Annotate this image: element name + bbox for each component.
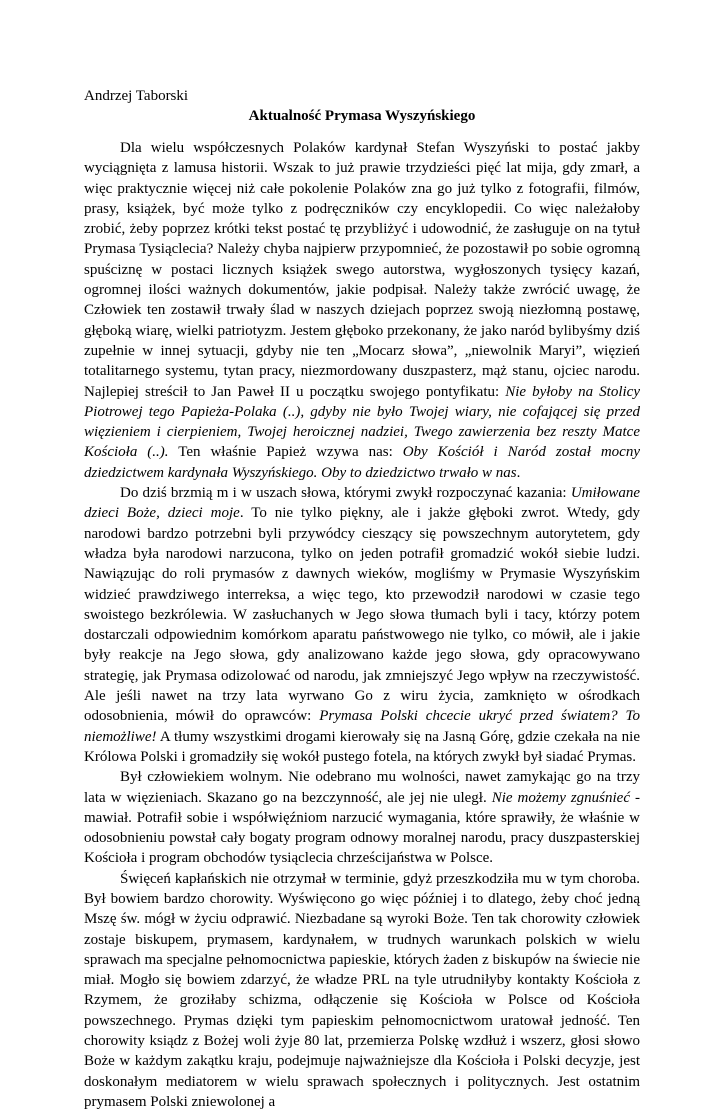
paragraph xyxy=(84,767,640,868)
paragraph xyxy=(84,869,640,1112)
text-run: Święceń kapłańskich nie otrzymał w terminie, gdyż przeszkodziła mu w tym choroba. Był bowiem bardzo chorowity. Wyświęcono go więc później i to dlatego, żeby choć jedną Mszę św. mógł w życiu odprawić. Niezbadane są wyroki Boże. Ten tak chorowity człowiek zostaje biskupem, prymasem, kardynałem, w trudnych warunkach polskich w wielu sprawach ma specjalne pełnomocnictwa papieskie, których żaden z biskupów na świecie nie miał. Mogło się bowiem zdarzyć, że władze PRL na tyle utrudniłyby kontakty Kościoła z Rzymem, że groziłaby schizma, odłączenie się Kościoła w Polsce od Kościoła powszechnego. Prymas dzięki tym papieskim pełnomocnictwom uratował jedność. Ten chorowity ksiądz z Bożej woli żyje 80 lat, przemierza Polskę wzdłuż i wszerz, głosi słowo Boże w każdym zakątku kraju, podejmuje najważniejsze dla Kościoła i Polski decyzje, jest doskonałym mediatorem w wielu sprawach społecznych i politycznych. Jest ostatnim prymasem Polski zniewolonej a xyxy=(84,870,640,1110)
italic-text-run: Oby Kościół i Naród został mocny dziedzictwem kardynała Wyszyńskiego. Oby to dziedzictwo trwało w nas xyxy=(84,444,640,481)
text-run: Był człowiekiem wolnym. Nie odebrano mu wolności, nawet zamykając go na trzy lata w więzieniach. Skazano go na bezczynność, ale jej nie uległ. xyxy=(84,769,640,806)
italic-text-run: Nie możemy zgnuśnieć xyxy=(491,789,630,806)
text-run: Ten właśnie Papież wzywa nas: xyxy=(168,444,403,461)
text-run: A tłumy wszystkimi drogami kierowały się na Jasną Górę, gdzie czekała na nie Królowa Polski i gromadziły się wokół pustego fotela, na których zwykł był siadać Prymas. xyxy=(84,728,640,765)
text-run: . xyxy=(516,464,521,481)
italic-text-run: Nie byłoby na Stolicy Piotrowej tego Papieża-Polaka (..), gdyby nie było Twojej wiary, nie cofającej się przed więzieniem i cierpieniem, Twojej heroicznej nadziei, Twego zawierzenia bez reszty Matce Kościoła (..). xyxy=(84,383,640,461)
document-title: Aktualność Prymasa Wyszyńskiego xyxy=(248,108,476,124)
text-run: . To nie tylko piękny, ale i jakże głęboki zwrot. Wtedy, gdy narodowi bardzo potrzebni byli przywódcy cieszący się powszechnym autorytetem, gdy władza była narodowi narzucona, tylko on jeden potrafił gromadzić wokół siebie ludzi. Nawiązując do roli prymasów z dawnych wieków, mogliśmy w Prymasie Wyszyńskim widzieć prawdziwego interreksa, a więc tego, kto przewodził narodowi w czasie tego swoistego bezkrólewia. W zasłuchanych w Jego słowa tłumach byli i tacy, którzy potem dostarczali odpowiednim komórkom aparatu państwowego nie tylko, co mówił, ale i jakie były reakcje na Jego słowa, gdy analizowano każde jego słowa, gdy opracowywano strategię, jak Prymasa odizolować od narodu, jak zmniejszyć Jego wpływ na rzeczywistość. Ale jeśli nawet na trzy lata wyrwano Go z wiru życia, zamknięto w ośrodkach odosobnienia, mówił do oprawców: xyxy=(84,505,640,725)
text-run: - mawiał. Potrafił sobie i współwięźniom narzucić wymagania, które sprawiły, że właśnie w odosobnieniu powstał cały bogaty program odnowy moralnej narodu, pracy duszpasterskiej Kościoła i program obchodów tysiąclecia chrześcijaństwa w Polsce. xyxy=(84,789,640,867)
document-body xyxy=(84,138,640,1112)
italic-text-run: Prymasa Polski chcecie ukryć przed światem? To niemożliwe! xyxy=(84,708,641,745)
italic-text-run: Umiłowane dzieci Boże, dzieci moje xyxy=(84,485,640,522)
text-run: Do dziś brzmią m i w uszach słowa, którymi zwykł rozpoczynać kazania: xyxy=(120,485,571,502)
paragraph xyxy=(84,483,640,767)
author-name: Andrzej Taborski xyxy=(84,88,189,104)
paragraph xyxy=(84,138,640,483)
text-run: Dla wielu współczesnych Polaków kardynał Stefan Wyszyński to postać jakby wyciągnięta z lamusa historii. Wszak to już prawie trzydzieści pięć lat mija, gdy zmarł, a więc praktycznie więcej niż całe pokolenie Polaków zna go już tylko z fotografii, filmów, prasy, książek, być może tylko z podręczników czy encyklopedii. Co więc należałoby zrobić, żeby poprzez krótki tekst postać tę przybliżyć i udowodnić, że zasługuje on na tytuł Prymasa Tysiąclecia? Należy chyba najpierw przypomnieć, że pozostawił po sobie ogromną spuściznę w postaci licznych książek swego autorstwa, wygłoszonych tysięcy kazań, ogromnej ilości ważnych dokumentów, jakie podpisał. Należy także zwrócić uwagę, że Człowiek ten zostawił trwały ślad w naszych dziejach poprzez swoją niezłomną postawę, głęboką wiarę, wielki patriotyzm. Jestem głęboko przekonany, że jako naród bylibyśmy dziś zupełnie w innej sytuacji, gdyby nie ten „Mocarz słowa”, „niewolnik Maryi”, więzień totalitarnego systemu, tytan pracy, niezmordowany duszpasterz, mąż stanu, ojciec narodu. Najlepiej streścił to Jan Paweł II u początku swojego pontyfikatu: xyxy=(84,140,640,400)
